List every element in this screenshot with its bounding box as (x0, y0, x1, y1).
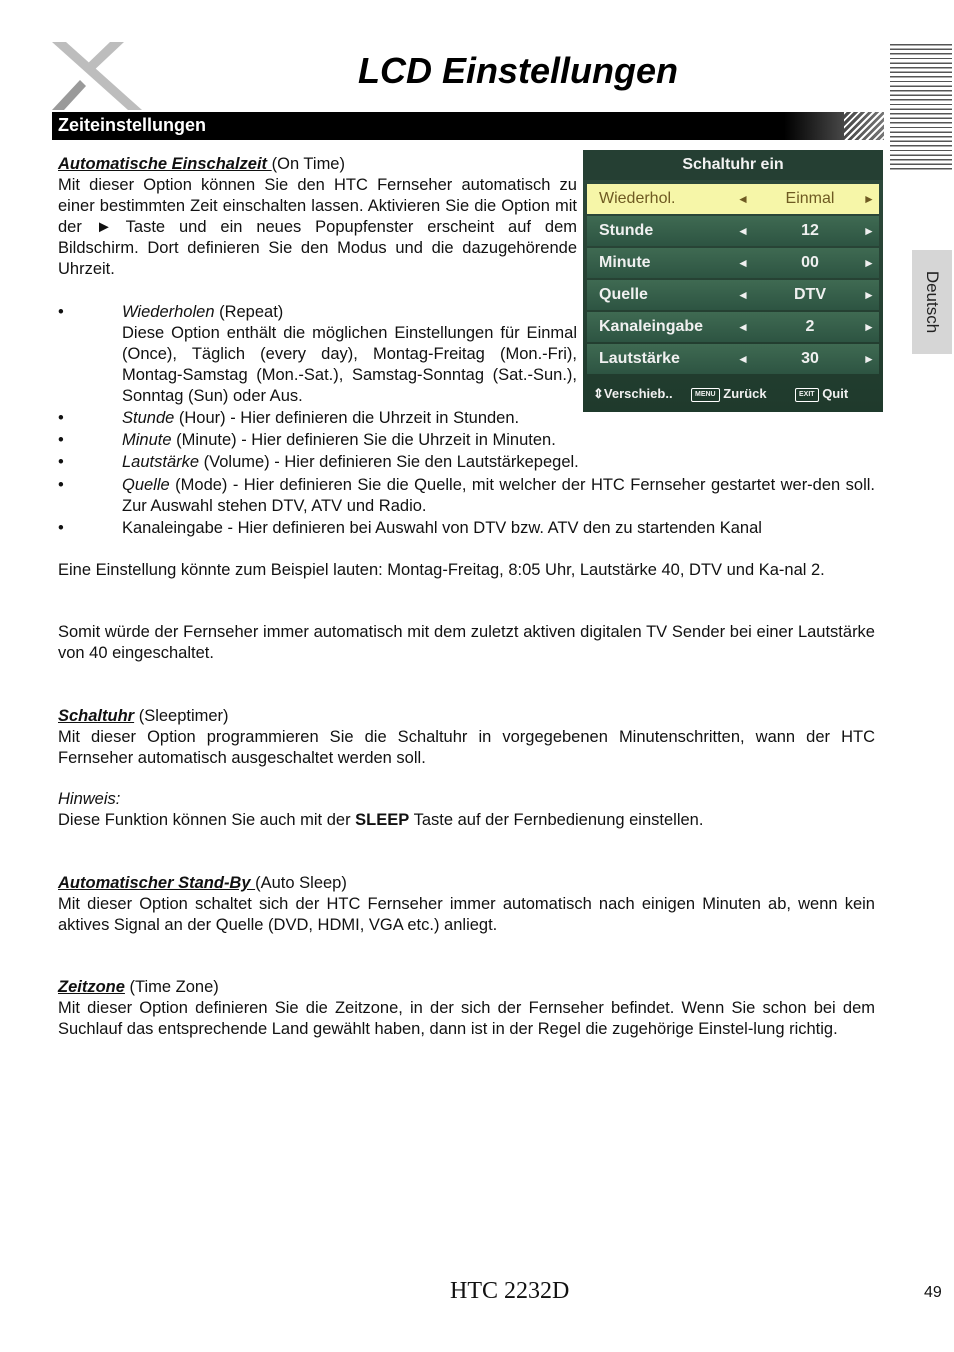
arrow-left-icon: ◄ (737, 352, 749, 366)
bullet-dot: • (58, 476, 64, 494)
osd-row-volume: Lautstärke ◄ 30 ► (587, 344, 879, 374)
osd-row-source: Quelle ◄ DTV ► (587, 280, 879, 310)
arrow-right-icon: ► (863, 352, 875, 366)
timezone-heading: Zeitzone (Time Zone) (58, 978, 219, 996)
menu-key-icon: MENU (691, 388, 720, 402)
standby-paragraph: Mit dieser Option schaltet sich der HTC Fernseher immer automatisch nach einigen Minuten ab, wenn kein aktives Signal an der Quelle (DVD, HDMI, VGA etc.) anliegt. (58, 895, 875, 934)
bullet-minute: Minute (Minute) - Hier definieren Sie die Uhrzeit in Minuten. (122, 431, 556, 449)
updown-arrows-icon: ⇕ (593, 386, 604, 401)
arrow-left-icon: ◄ (737, 256, 749, 270)
footer-model: HTC 2232D (450, 1278, 570, 1304)
bullet-channel: Kanaleingabe - Hier definieren bei Auswahl von DTV bzw. ATV den zu startenden Kanal (122, 519, 762, 537)
bullet-dot: • (58, 409, 64, 427)
bullet-dot: • (58, 519, 64, 537)
bullet-repeat-title: Wiederholen (Repeat) (122, 303, 284, 321)
osd-row-hour: Stunde ◄ 12 ► (587, 216, 879, 246)
osd-title: Schaltuhr ein (583, 150, 883, 180)
bullet-dot: • (58, 431, 64, 449)
arrow-right-icon: ► (863, 256, 875, 270)
note-text: Diese Funktion können Sie auch mit der SLEEP Taste auf der Fernbedienung einstellen. (58, 811, 704, 829)
bullet-repeat-detail: Diese Option enthält die möglichen Einstellungen für Einmal (Once), Täglich (every day), Montag-Freitag (Mon.-Fri), Montag-Samstag (Mon.-Sat.), Samstag-Sonntag (Sat.-Sun.), Sonntag (Sun) oder Aus. (122, 324, 577, 405)
arrow-left-icon: ◄ (737, 224, 749, 238)
osd-row-channel: Kanaleingabe ◄ 2 ► (587, 312, 879, 342)
section-title: Zeiteinstellungen (58, 115, 207, 135)
arrow-right-icon: ► (863, 320, 875, 334)
on-time-heading: Automatische Einschalzeit (On Time) (58, 155, 345, 173)
timezone-paragraph: Mit dieser Option definieren Sie die Zeitzone, in der sich der Fernseher befindet. Wenn Sie schon bei dem Suchlauf das entsprechende Land gewählt haben, dann ist in der Regel die zugehörige Einstel-lung richtig. (58, 999, 875, 1038)
arrow-left-icon: ◄ (737, 288, 749, 302)
page-number: 49 (924, 1284, 942, 1301)
arrow-right-icon: ► (863, 192, 875, 206)
osd-row-repeat: Wiederhol. ◄ Einmal ► (587, 184, 879, 214)
osd-footer: ⇕Verschieb.. MENU Zurück EXIT Quit (593, 386, 849, 401)
decorative-stripes (890, 44, 952, 172)
page-title: LCD Einstellungen (357, 50, 678, 91)
bullet-volume: Lautstärke (Volume) - Hier definieren Sie den Lautstärkepegel. (122, 453, 579, 471)
arrow-left-icon: ◄ (737, 192, 749, 206)
note-label: Hinweis: (58, 790, 121, 808)
exit-key-icon: EXIT (795, 388, 819, 402)
arrow-right-icon: ► (863, 288, 875, 302)
result-paragraph: Somit würde der Fernseher immer automatisch mit dem zuletzt aktiven digitalen TV Sender bei einer Lautstärke von 40 eingeschaltet. (58, 623, 875, 662)
arrow-right-icon: ► (863, 224, 875, 238)
bullet-dot: • (58, 453, 64, 471)
bullet-hour: Stunde (Hour) - Hier definieren die Uhrzeit in Stunden. (122, 409, 520, 427)
sleeptimer-paragraph: Mit dieser Option programmieren Sie die Schaltuhr in vorgegebenen Minutenschritten, wann der HTC Fernseher automatisch ausgeschaltet werden soll. (58, 728, 875, 767)
osd-row-minute: Minute ◄ 00 ► (587, 248, 879, 278)
on-time-paragraph: Mit dieser Option können Sie den HTC Fernseher automatisch zu einer bestimmten Zeit einschalten lassen. Aktivieren Sie die Option mit der ► Taste und ein neues Popupfenster erscheint auf dem Bildschirm. Dort definieren Sie den Modus und die dazugehörende Uhrzeit. (58, 176, 577, 278)
bullet-dot: • (58, 303, 64, 321)
tv-osd-screenshot (583, 150, 883, 412)
standby-heading: Automatischer Stand-By (Auto Sleep) (58, 874, 347, 892)
bullet-source: Quelle (Mode) - Hier definieren Sie die Quelle, mit welcher der HTC Fernseher gestartet wer-den soll. Zur Auswahl stehen DTV, ATV und Radio. (122, 476, 875, 515)
example-paragraph: Eine Einstellung könnte zum Beispiel lauten: Montag-Freitag, 8:05 Uhr, Lautstärke 40, DTV und Ka-nal 2. (58, 561, 825, 579)
language-tab (912, 250, 952, 354)
arrow-left-icon: ◄ (737, 320, 749, 334)
sleeptimer-heading: Schaltuhr (Sleeptimer) (58, 707, 229, 725)
language-tab-label: Deutsch (923, 270, 942, 334)
